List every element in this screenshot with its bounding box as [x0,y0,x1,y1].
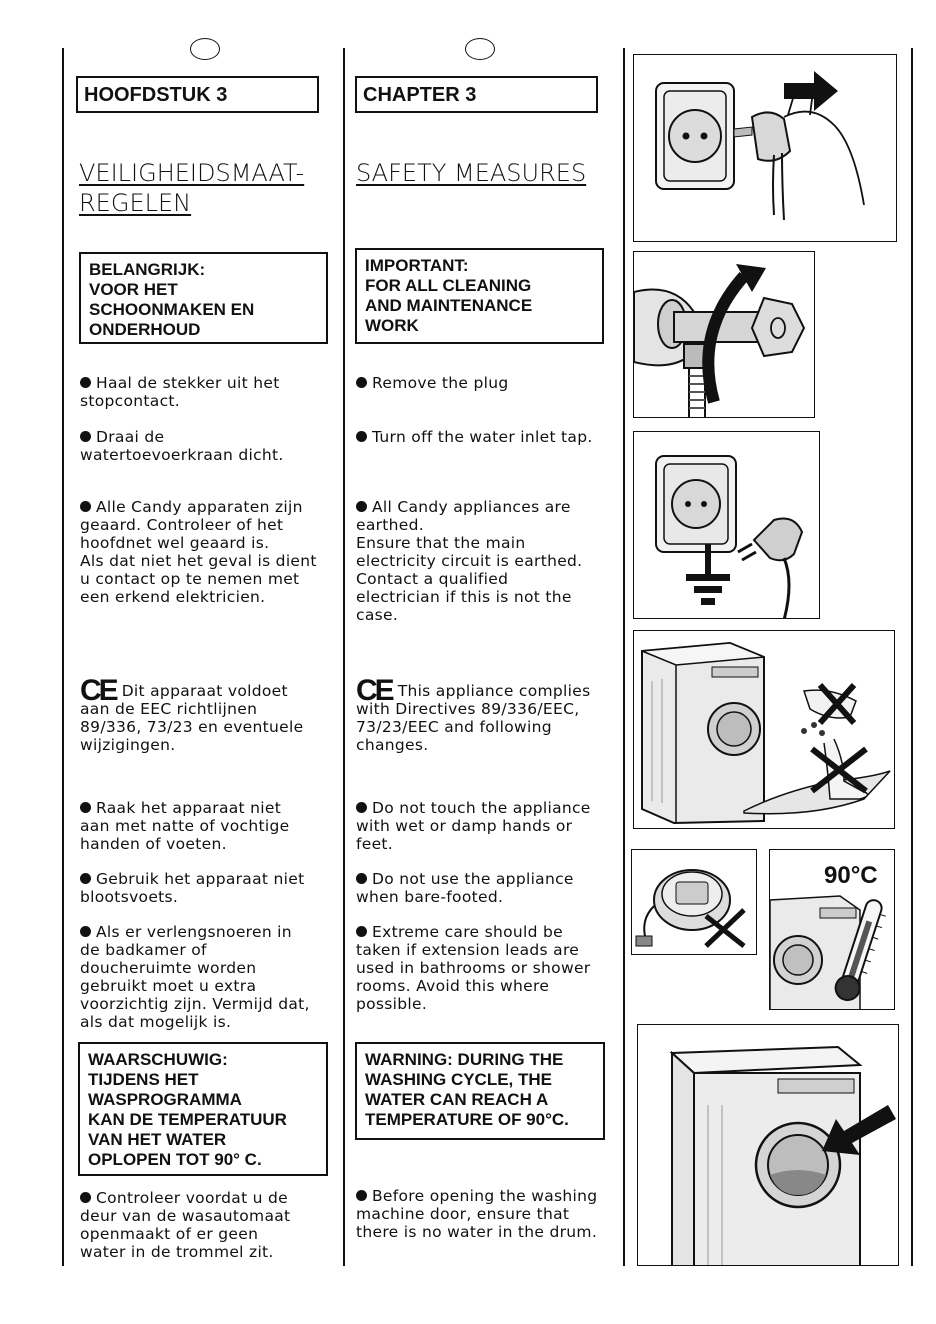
bullet-icon [356,431,367,442]
bullet-icon [80,873,91,884]
instruction-door-nl: Controleer voordat u de deur van de wasautomaat openmaakt of er geen water in de trommel zit. [80,1189,291,1261]
bullet-icon [356,802,367,813]
instruction-door-en: Before opening the washing machine door, ensure that there is no water in the drum. [356,1187,598,1241]
water-tap-illustration [633,251,815,418]
extension-reel-icon [632,850,757,955]
important-box-en: IMPORTANT: FOR ALL CLEANING AND MAINTENANCE WORK [355,248,604,344]
washing-machine-door-illustration [637,1024,899,1266]
instruction-earthed-nl: Alle Candy apparaten zijn geaard. Controleer of het hoofdnet wel geaard is. Als dat niet het geval is dient u contact op te nemen met een erkend elektricien. [80,498,317,606]
earthed-plug-illustration [633,431,820,619]
instruction-wet-hands-en: Do not touch the appliance with wet or damp hands or feet. [356,799,591,853]
instruction-extension-nl: Als er verlengsnoeren in de badkamer of doucheruimte worden gebruikt moet u extra voorzichtig zijn. Vermijd dat, als dat mogelijk is. [80,923,310,1031]
temperature-label: 90°C [824,862,878,889]
warning-box-nl: WAARSCHUWIG: TIJDENS HET WASPROGRAMMA KAN DE TEMPERATUUR VAN HET WATER OPLOPEN TOT 90° C. [78,1042,328,1176]
instruction-barefoot-nl: Gebruik het apparaat niet blootsvoets. [80,870,305,906]
instruction-extension-en: Extreme care should be taken if extension leads are used in bathrooms or shower rooms. Avoid this where possible. [356,923,591,1013]
instruction-tap-nl: Draai de watertoevoerkraan dicht. [80,428,284,464]
instruction-unplug-nl: Haal de stekker uit het stopcontact. [80,374,280,410]
instruction-wet-hands-nl: Raak het apparaat niet aan met natte of vochtige handen of voeten. [80,799,290,853]
bullet-icon [80,501,91,512]
extension-reel-illustration [631,849,757,955]
bullet-icon [80,802,91,813]
wet-hands-icon [634,631,895,829]
ce-mark-icon: CE [80,674,116,707]
chapter-heading-en: CHAPTER 3 [355,76,598,113]
bullet-icon [356,1190,367,1201]
bullet-icon [80,377,91,388]
instruction-barefoot-en: Do not use the appliance when bare-footed. [356,870,574,906]
instruction-tap-en: Turn off the water inlet tap. [356,428,593,446]
warning-box-en: WARNING: DURING THE WASHING CYCLE, THE WATER CAN REACH A TEMPERATURE OF 90°C. [355,1042,605,1140]
column-divider-right [623,48,625,1266]
washing-machine-icon [638,1025,899,1266]
column-divider-middle [343,48,345,1266]
language-marker-en [465,38,495,60]
unplug-icon [634,55,897,242]
chapter-heading-nl: HOOFDSTUK 3 [76,76,319,113]
instruction-earthed-en: All Candy appliances are earthed. Ensure that the main electricity circuit is earthed. Contact a qualified electrician if this is not the case. [356,498,583,624]
water-tap-icon [634,252,815,418]
bullet-icon [356,377,367,388]
unplug-illustration [633,54,897,242]
section-title-en: SAFETY MEASURES [356,159,587,187]
section-title-nl: VEILIGHEIDSMAAT- REGELEN [79,159,305,217]
bullet-icon [80,431,91,442]
bullet-icon [356,501,367,512]
earthed-plug-icon [634,432,820,619]
thermometer-illustration [769,849,895,1010]
wet-hands-feet-illustration [633,630,895,829]
column-divider-left [62,48,64,1266]
instruction-unplug-en: Remove the plug [356,374,509,392]
column-divider-edge [911,48,913,1266]
ce-compliance-en: CE This appliance complies with Directives 89/336/EEC, 73/23/EEC and following changes. [356,674,591,754]
ce-mark-icon: CE [356,674,392,707]
bullet-icon [356,873,367,884]
bullet-icon [80,926,91,937]
bullet-icon [356,926,367,937]
ce-compliance-nl: CE Dit apparaat voldoet aan de EEC richtlijnen 89/336, 73/23 en eventuele wijzigingen. [80,674,304,754]
important-box-nl: BELANGRIJK: VOOR HET SCHOONMAKEN EN ONDERHOUD [79,252,328,344]
bullet-icon [80,1192,91,1203]
language-marker-nl [190,38,220,60]
